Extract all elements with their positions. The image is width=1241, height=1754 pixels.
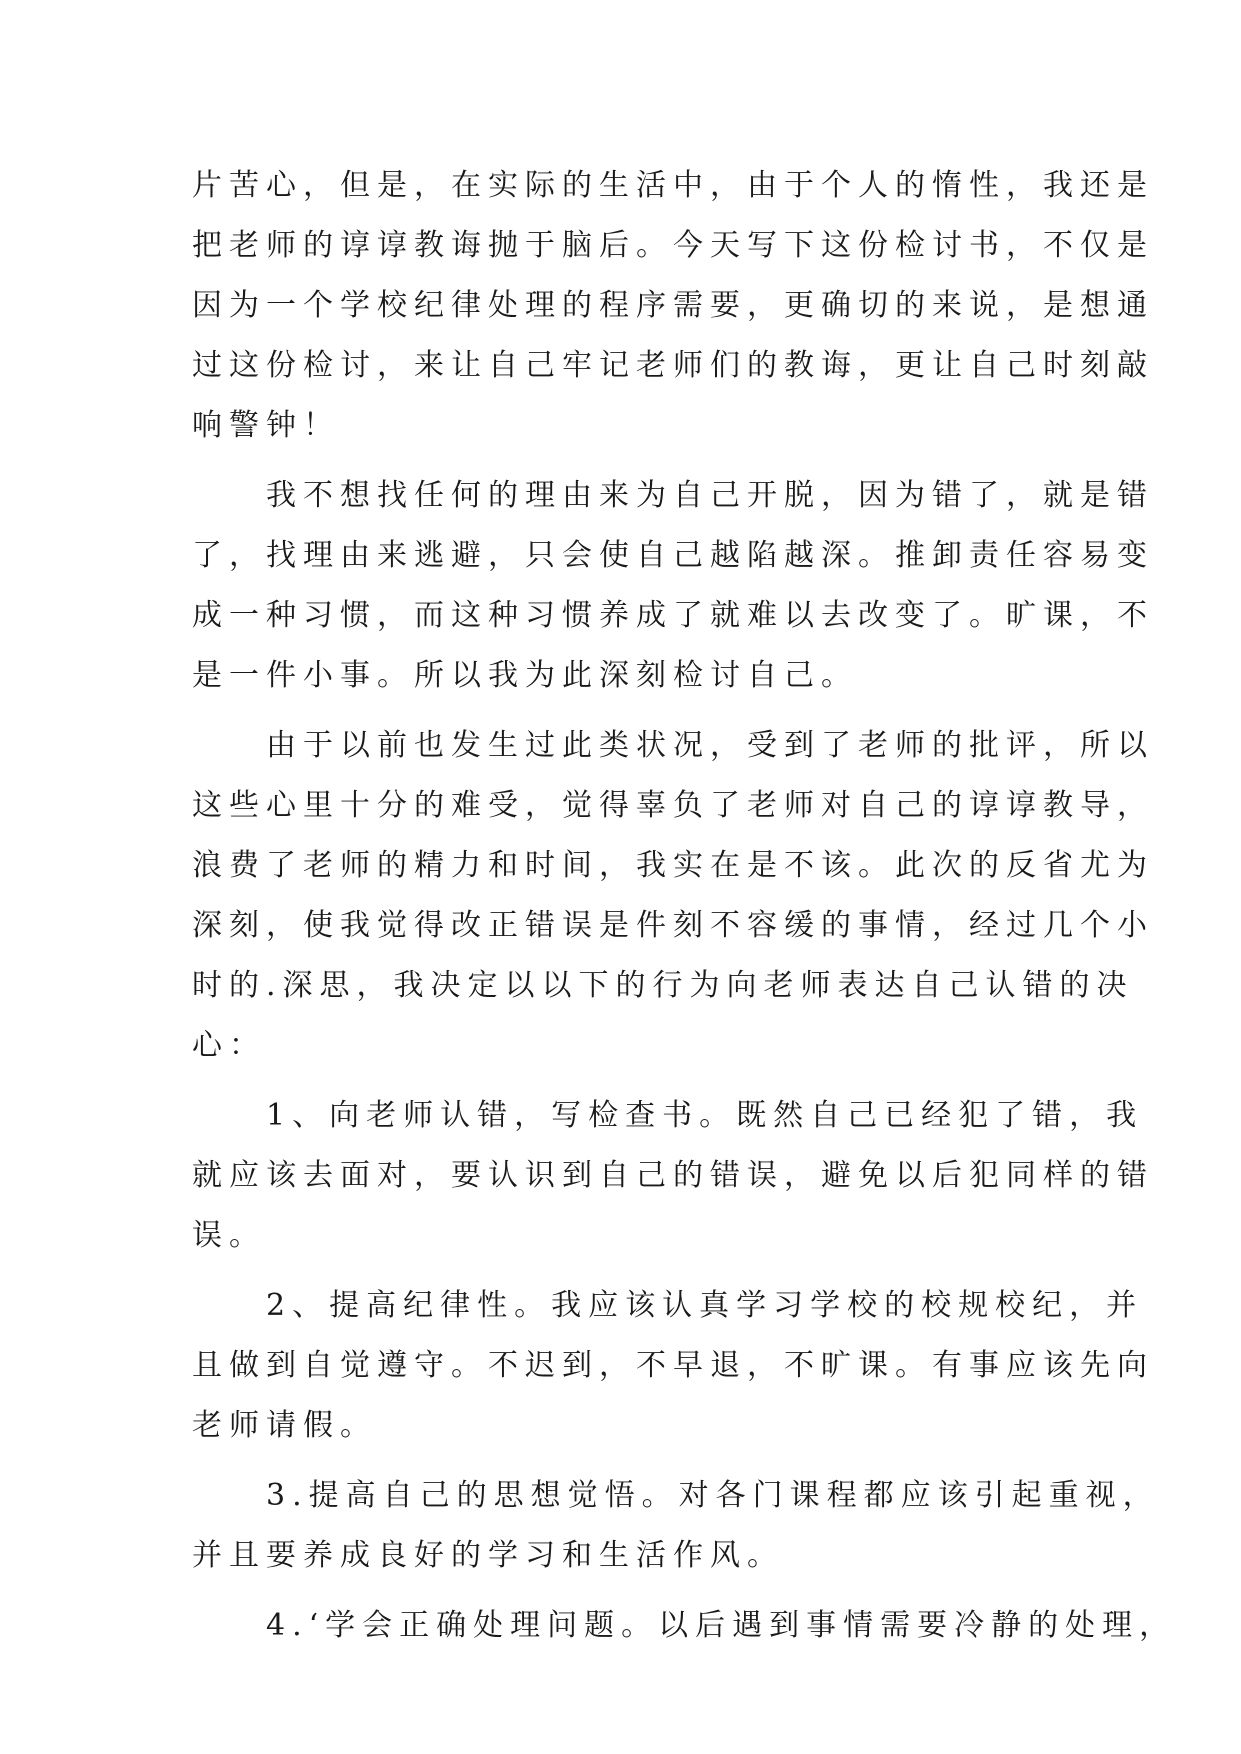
text-line: 4.‘学会正确处理问题。以后遇到事情需要冷静的处理，: [192, 1608, 1177, 1643]
text-line: 并且要养成良好的学习和生活作风。: [192, 1538, 784, 1573]
text-line: 深刻，使我觉得改正错误是件刻不容缓的事情，经过几个小: [192, 908, 1154, 943]
text-line: 过这份检讨，来让自己牢记老师们的教诲，更让自己时刻敲: [192, 348, 1154, 383]
text-line: 2、提高纪律性。我应该认真学习学校的校规校纪，并: [192, 1288, 1144, 1323]
text-line: 3.提高自己的思想觉悟。对各门课程都应该引起重视，: [192, 1478, 1160, 1513]
paragraph: [192, 1276, 1154, 1456]
text-line: 由于以前也发生过此类状况，受到了老师的批评，所以: [192, 728, 1154, 763]
text-line: 这些心里十分的难受，觉得辜负了老师对自己的谆谆教导，: [192, 788, 1154, 823]
paragraph: [192, 156, 1154, 456]
paragraph: [192, 1086, 1154, 1266]
text-line: 响警钟！: [192, 408, 340, 443]
text-line: 因为一个学校纪律处理的程序需要，更确切的来说，是想通: [192, 288, 1154, 323]
text-line: 成一种习惯，而这种习惯养成了就难以去改变了。旷课，不: [192, 598, 1154, 633]
text-line: 浪费了老师的精力和时间，我实在是不该。此次的反省尤为: [192, 848, 1154, 883]
body-text: [192, 156, 1177, 1656]
text-line: 误。: [192, 1218, 266, 1253]
text-line: 心：: [192, 1028, 266, 1063]
text-line: 1、向老师认错，写检查书。既然自己已经犯了错，我: [192, 1098, 1144, 1133]
text-line: 老师请假。: [192, 1408, 377, 1443]
text-line: 把老师的谆谆教诲抛于脑后。今天写下这份检讨书，不仅是: [192, 228, 1154, 263]
text-line: 是一件小事。所以我为此深刻检讨自己。: [192, 658, 858, 693]
text-line: 我不想找任何的理由来为自己开脱，因为错了，就是错: [192, 478, 1154, 513]
paragraph: [192, 1596, 1177, 1656]
text-line: 且做到自觉遵守。不迟到，不早退，不旷课。有事应该先向: [192, 1348, 1154, 1383]
text-line: 了，找理由来逃避，只会使自己越陷越深。推卸责任容易变: [192, 538, 1154, 573]
paragraph: [192, 1466, 1160, 1586]
text-line: 时的.深思，我决定以以下的行为向老师表达自己认错的决: [192, 968, 1134, 1003]
text-line: 片苦心，但是，在实际的生活中，由于个人的惰性，我还是: [192, 168, 1154, 203]
paragraph: [192, 716, 1154, 1076]
text-line: 就应该去面对，要认识到自己的错误，避免以后犯同样的错: [192, 1158, 1154, 1193]
paragraph: [192, 466, 1154, 706]
